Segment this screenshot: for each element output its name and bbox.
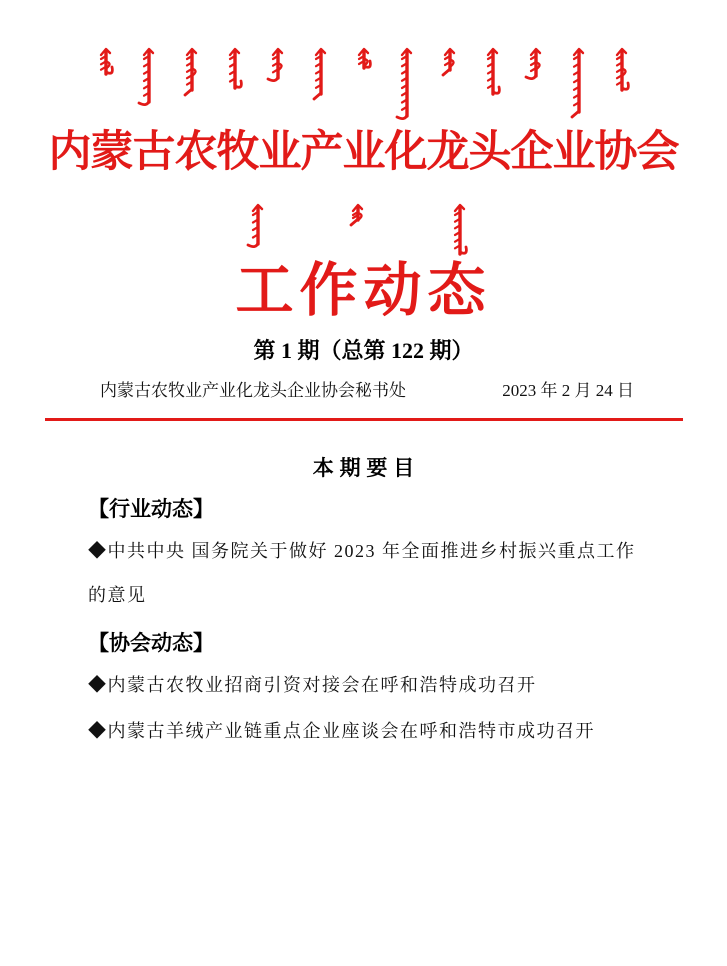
section-title-industry: 【行业动态】: [88, 498, 214, 521]
toc-item: ◆内蒙古羊绒产业链重点企业座谈会在呼和浩特市成功召开: [88, 721, 595, 741]
mongolian-script-subtitle-icon: [224, 200, 504, 260]
publisher-row: [0, 378, 727, 404]
bulletin-title: 工作动态: [235, 258, 492, 323]
association-name-title: 内蒙古农牧业产业化龙头企业协会: [48, 129, 679, 176]
toc: [88, 493, 645, 753]
toc-item: ◆中共中央 国务院关于做好 2023 年全面推进乡村振兴重点工作的意见: [88, 541, 636, 605]
section-title-association: 【协会动态】: [88, 632, 214, 655]
toc-heading: 本 期 要 目: [312, 457, 415, 480]
publish-date: 2023 年 2 月 24 日: [502, 381, 634, 400]
toc-item: ◆内蒙古农牧业招商引资对接会在呼和浩特成功召开: [88, 675, 537, 695]
red-divider: [45, 418, 683, 421]
mongolian-script-top-icon: [86, 44, 642, 124]
issue-number-line: 第 1 期（总第 122 期）: [253, 338, 474, 363]
publisher-name: 内蒙古农牧业产业化龙头企业协会秘书处: [100, 381, 406, 400]
